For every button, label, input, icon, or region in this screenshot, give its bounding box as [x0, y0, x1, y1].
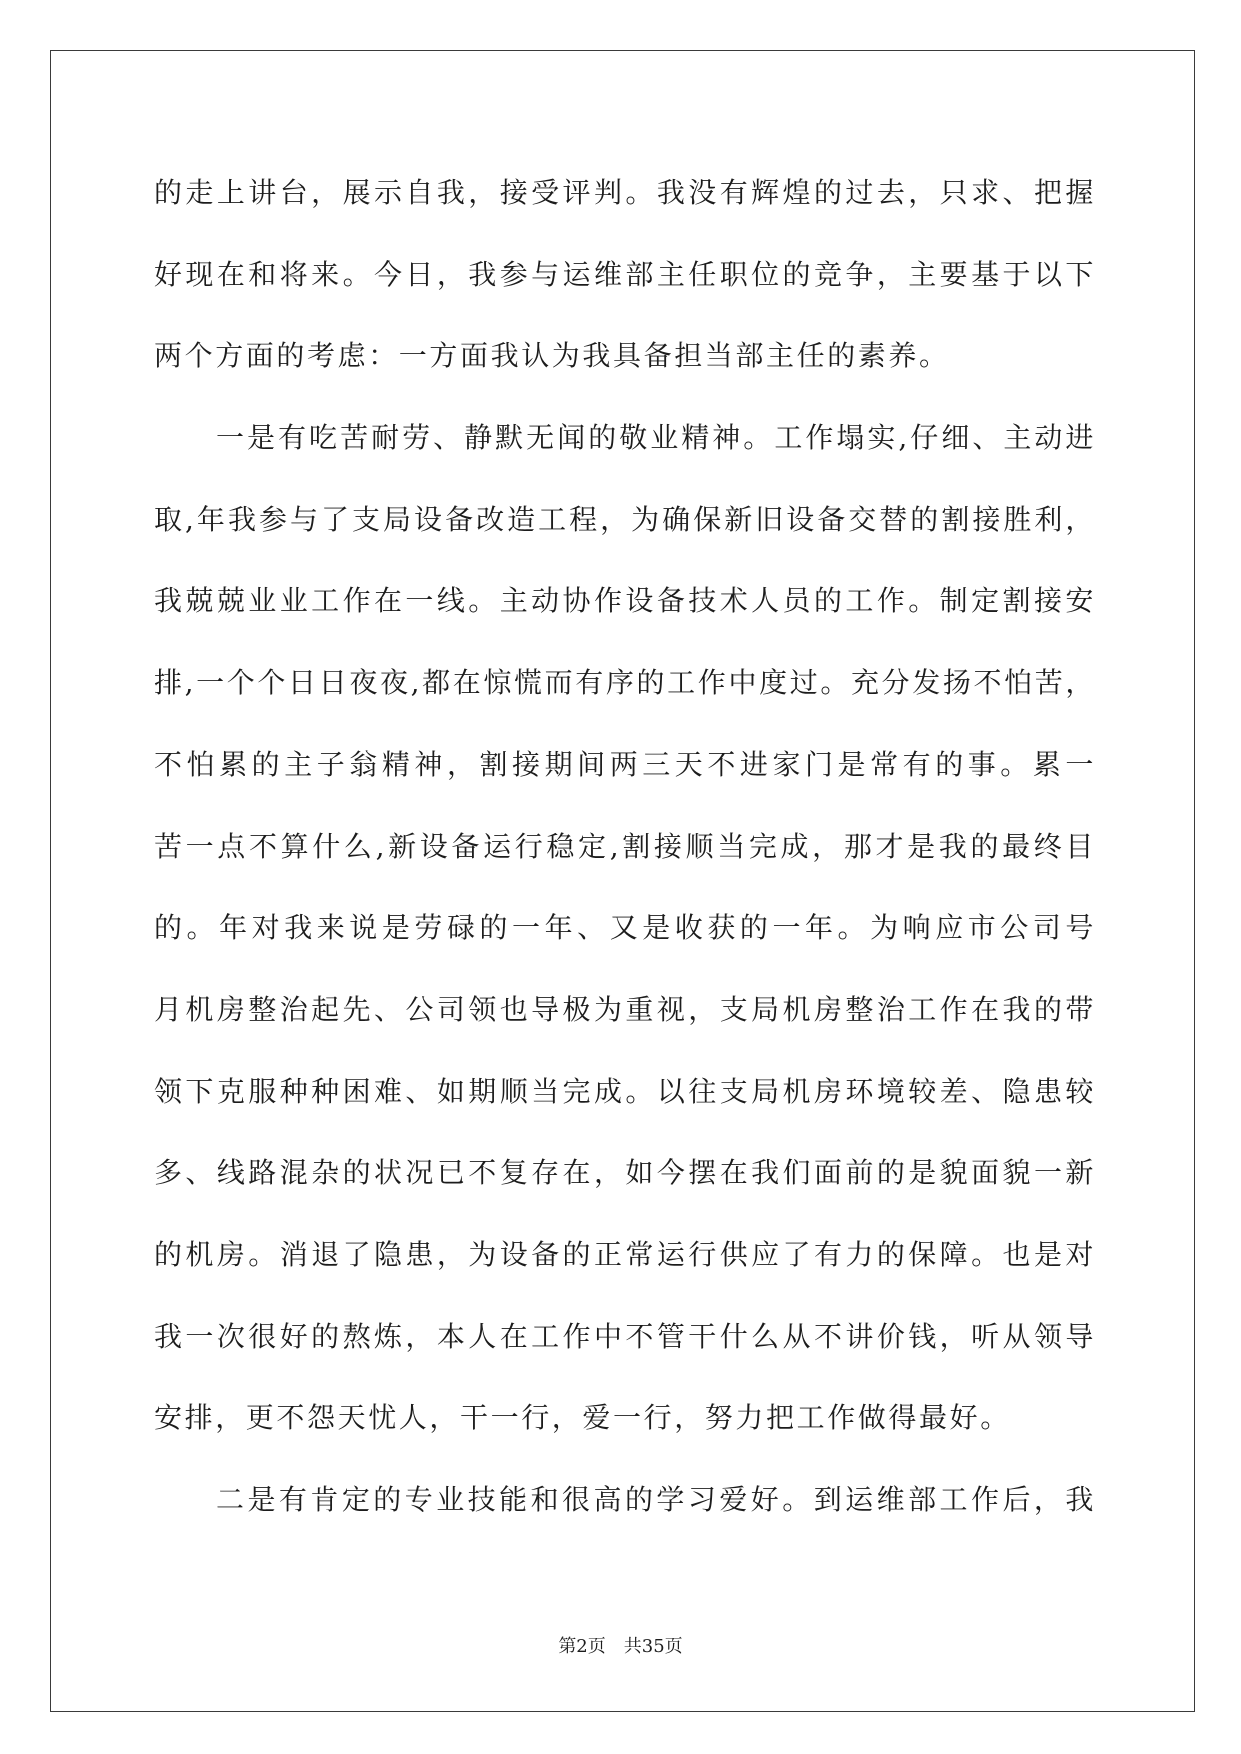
- paragraph: [154, 397, 1096, 1459]
- text-line: 二是有肯定的专业技能和很高的学习爱好。到运维部工作后，我: [216, 1483, 1096, 1516]
- text-line: 月机房整治起先、公司领也导极为重视，支局机房整治工作在我的带: [154, 992, 1096, 1026]
- text-line: 安排，更不怨天忧人，干一行，爱一行，努力把工作做得最好。: [154, 1401, 1011, 1435]
- text-line: 一是有吃苦耐劳、静默无闻的敬业精神。工作塌实,仔细、主动进: [216, 421, 1096, 455]
- document-body: [154, 152, 1096, 1541]
- text-line: 多、线路混杂的状况已不复存在，如今摆在我们面前的是貌面貌一新: [154, 1156, 1096, 1190]
- text-line: 苦一点不算什么,新设备运行稳定,割接顺当完成，那才是我的最终目: [154, 829, 1096, 863]
- text-line: 好现在和将来。今日，我参与运维部主任职位的竞争，主要基于以下: [154, 257, 1096, 291]
- text-line: 的走上讲台，展示自我，接受评判。我没有辉煌的过去，只求、把握: [154, 176, 1096, 209]
- text-line: 排,一个个日日夜夜,都在惊慌而有序的工作中度过。充分发扬不怕苦，: [154, 666, 1096, 700]
- current-page-label: 第2页: [558, 1636, 606, 1657]
- text-line: 我兢兢业业工作在一线。主动协作设备技术人员的工作。制定割接安: [154, 584, 1096, 618]
- text-line: 取,年我参与了支局设备改造工程，为确保新旧设备交替的割接胜利，: [154, 502, 1096, 536]
- page-footer: [0, 1634, 1241, 1660]
- total-pages-label: 共35页: [623, 1636, 683, 1657]
- text-line: 的机房。消退了隐患，为设备的正常运行供应了有力的保障。也是对: [154, 1237, 1096, 1271]
- text-line: 不怕累的主子翁精神，割接期间两三天不进家门是常有的事。累一: [154, 747, 1096, 781]
- text-line: 领下克服种种困难、如期顺当完成。以往支局机房环境较差、隐患较: [154, 1074, 1096, 1108]
- text-line: 我一次很好的熬炼，本人在工作中不管干什么从不讲价钱，听从领导: [154, 1319, 1096, 1353]
- text-line: 两个方面的考虑：一方面我认为我具备担当部主任的素养。: [154, 339, 950, 373]
- paragraph: [154, 1459, 1096, 1541]
- paragraph: [154, 152, 1096, 397]
- text-line: 的。年对我来说是劳碌的一年、又是收获的一年。为响应市公司号: [154, 911, 1096, 945]
